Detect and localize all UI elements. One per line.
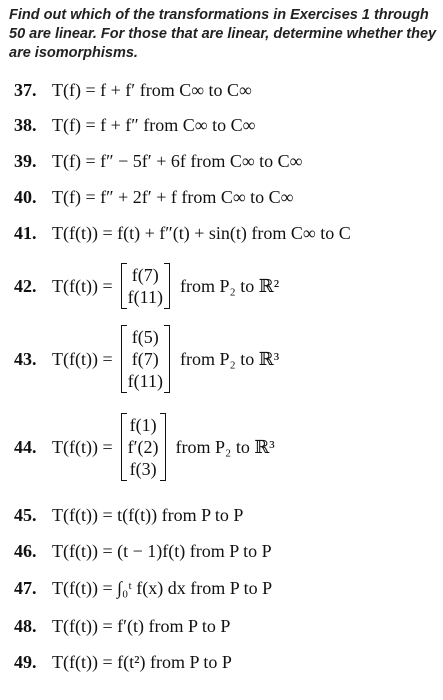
vector-entry: f′(2) <box>127 437 159 457</box>
exercise-number: 45. <box>14 505 37 525</box>
exercise-46 <box>14 541 443 562</box>
exercise-text: T(f) = f″ − 5f′ + 6f from C∞ to C∞ <box>52 151 303 171</box>
exercise-number: 43. <box>14 348 37 369</box>
exercise-number: 44. <box>14 436 37 457</box>
exercise-number: 46. <box>14 541 37 561</box>
exercise-rhs: from P₂ to ℝ³ <box>175 436 275 457</box>
exercise-number: 40. <box>14 187 37 207</box>
exercise-38 <box>14 115 443 136</box>
exercise-lhs: T(f(t)) = <box>52 275 113 296</box>
exercise-text: T(f) = f + f″ from C∞ to C∞ <box>52 115 256 135</box>
column-vector <box>121 263 170 309</box>
exercise-number: 48. <box>14 616 37 636</box>
vector-entry: f(3) <box>129 459 157 479</box>
vector-entry: f(7) <box>131 265 159 285</box>
exercise-number: 41. <box>14 223 37 243</box>
vector-entry: f(5) <box>131 327 159 347</box>
exercise-lhs: T(f(t)) = <box>52 348 113 369</box>
exercise-44 <box>14 413 275 481</box>
instructions-text: Find out which of the transformations in Exercises 1 through 50 are linear. For those that are linear, determine whether they are isomorphisms. <box>9 7 437 61</box>
exercise-40 <box>14 187 443 208</box>
vector-entry: f(11) <box>127 371 163 391</box>
exercise-text: T(f) = f + f′ from C∞ to C∞ <box>52 80 252 100</box>
exercise-number: 39. <box>14 151 37 171</box>
exercise-text: T(f(t)) = (t − 1)f(t) from P to P <box>52 541 272 561</box>
exercise-number: 47. <box>14 578 37 598</box>
vector-entry: f(11) <box>127 287 163 307</box>
exercise-text: T(f(t)) = f′(t) from P to P <box>52 616 231 636</box>
exercise-text: T(f(t)) = t(f(t)) from P to P <box>52 505 244 525</box>
exercise-rhs: from P₂ to ℝ² <box>179 275 280 296</box>
exercise-49 <box>14 652 443 673</box>
exercise-42 <box>14 263 279 309</box>
exercise-41 <box>14 223 443 244</box>
exercise-number: 49. <box>14 652 37 672</box>
exercise-text: T(f(t)) = f(t²) from P to P <box>52 652 232 672</box>
exercise-text: T(f(t)) = ∫₀ᵗ f(x) dx from P to P <box>52 578 273 598</box>
exercise-43 <box>14 325 279 393</box>
exercise-39 <box>14 151 443 172</box>
exercise-number: 38. <box>14 115 37 135</box>
exercise-text: T(f) = f″ + 2f′ + f from C∞ to C∞ <box>52 187 294 207</box>
exercise-text: T(f(t)) = f(t) + f″(t) + sin(t) from C∞ to C <box>52 223 351 243</box>
exercise-47 <box>14 578 443 599</box>
exercise-lhs: T(f(t)) = <box>52 436 113 457</box>
column-vector <box>121 413 166 481</box>
exercise-48 <box>14 616 443 637</box>
exercise-number: 37. <box>14 80 37 100</box>
column-vector <box>121 325 170 393</box>
exercise-37 <box>14 80 443 101</box>
exercise-45 <box>14 505 443 526</box>
exercise-rhs: from P₂ to ℝ³ <box>179 348 280 369</box>
exercise-number: 42. <box>14 275 37 296</box>
vector-entry: f(1) <box>129 415 157 435</box>
vector-entry: f(7) <box>131 349 159 369</box>
